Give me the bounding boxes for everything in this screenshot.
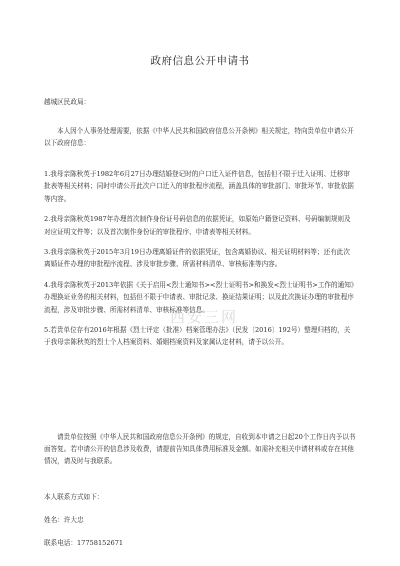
contact-name: 姓名：许大忠 (44, 516, 84, 524)
request-items-list (44, 168, 356, 357)
request-item: 3.我母亲陈秋英于2015年3月19日办理离婚证件的依据凭证，包含离婚协议、相关证明材料等；还有此次离婚证件办理的审批程序流程、涉及审批步骤、所需材料清单、审核标准等内容。 (44, 248, 350, 269)
document-title: 政府信息公开申请书 (150, 55, 250, 67)
request-item: 4.我母亲陈秋英于2013年依据《关于启用<烈士通知书><烈士证明书>和换发<烈士证明书>工作的通知》办理换证业务的相关材料，包括但不限于申请表、审批记录、换证结果证明；以及此次换证办理的审批程序流程，涉及审批步骤、所需材料清单、审核标准等信息。 (44, 280, 355, 314)
closing-paragraph: 请贵单位按照《中华人民共和国政府信息公开条例》的规定，自收到本申请之日起20个工作日内予以书面答复。若申请公开的信息涉及收费，请提前告知具体费用标准及金额。如需补充相关申请材料或存在其他情况，请及时与我联系。 (44, 433, 356, 465)
request-item: 2.我母亲陈秋英1987年办理首次制作身份证号码信息的依据凭证，如原始户籍登记资料、号码编制规则及对应证明文件等；以及首次制作身份证的审批程序、申请表等相关材料。 (44, 215, 351, 236)
addressee: 越城区民政局： (44, 98, 91, 106)
request-item: 1.我母亲陈秋英于1982年6月27日办理结婚登记时的户口迁入证件信息，包括但不限于迁入证明、迁移审批表等相关材料；同时申请公开此次户口迁入的审批程序流程，涵盖具体的审批部门、审批环节、审批依据等内容。 (44, 170, 354, 203)
intro-paragraph: 本人因个人事务处理需要，依据《中华人民共和国政府信息公开条例》相关规定，特向贵单位申请公开以下政府信息： (44, 127, 354, 147)
watermark: 西安三网 (170, 308, 239, 326)
request-item: 5.若贵单位存有2016年根据《烈士评定（批准）档案管理办法》（民发〔2016〕192号）整理归档的，关于我母亲陈秋英的烈士个人档案资料、婚姻档案资料及家属认定材料，请予以公开。 (44, 326, 351, 347)
contact-phone: 联系电话：17758152671 (44, 539, 124, 547)
contact-heading: 本人联系方式如下： (44, 493, 104, 501)
